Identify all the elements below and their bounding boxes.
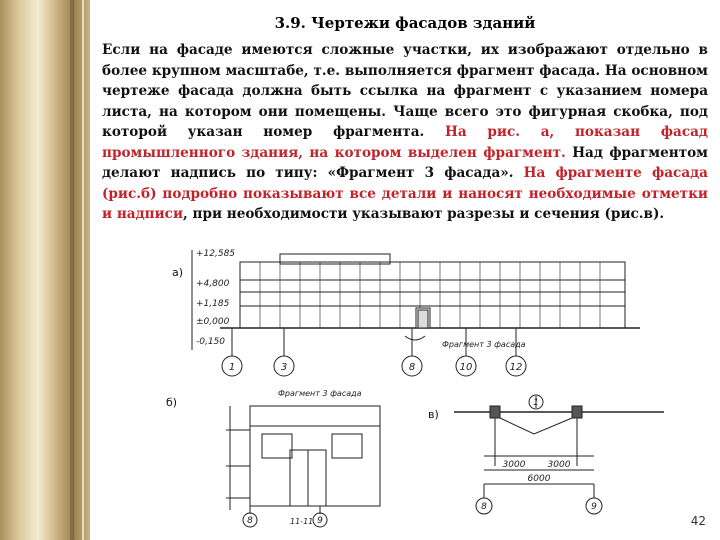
para-seg-4: На фрагменте фасада (рис.б) подробно показывают все детали и наносят необходимые отметки и надписи <box>102 165 708 222</box>
body-paragraph <box>102 40 708 225</box>
axis-3: 3 <box>280 362 288 373</box>
elev-1: +12,585 <box>196 249 236 259</box>
elev-5: -0,150 <box>196 337 226 347</box>
dim-1: 3000 <box>502 460 526 470</box>
axis-b-9: 9 <box>317 516 323 526</box>
elev-3: +1,185 <box>196 299 230 309</box>
para-seg-1: Если на фасаде имеются сложные участки, их изображают отдельно в более крупном масштабе, т.е. выполняется фрагмент фасада. На основном чертеже фасада должна быть ссылка на фрагмент с указанием номера листа, на котором они помещены. Чаще всего это фигурная скобка, под которой указан номер фрагмента. <box>102 42 708 140</box>
frame-highlight <box>82 0 84 540</box>
elev-2: +4,800 <box>196 279 230 289</box>
elev-4: ±0,000 <box>196 317 230 327</box>
axis-12: 12 <box>509 362 523 373</box>
dim-2: 3000 <box>547 460 571 470</box>
axis-b-8: 8 <box>247 516 253 526</box>
figure-b-fragment <box>220 386 410 528</box>
axis-c-1: 1 <box>533 398 539 408</box>
fragment-header: Фрагмент 3 фасада <box>278 389 362 398</box>
dim-3: 6000 <box>527 474 551 484</box>
axis-c-9: 9 <box>591 502 597 512</box>
page-number: 42 <box>690 514 706 528</box>
decorative-frame <box>0 0 90 540</box>
section-mark: 11-11 <box>290 517 314 526</box>
axis-c-8: 8 <box>481 502 487 512</box>
frame-stripe <box>70 0 74 540</box>
figure-c-label: в) <box>428 408 439 421</box>
para-seg-5: , при необходимости указывают разрезы и сечения (рис.в). <box>183 206 665 222</box>
axis-8: 8 <box>408 362 416 373</box>
fragment-note: Фрагмент 3 фасада <box>442 340 526 349</box>
page-title: 3.9. Чертежи фасадов зданий <box>274 14 536 32</box>
figure-a-facade <box>180 244 650 380</box>
figure-c-section <box>454 394 664 520</box>
figure-a-label: а) <box>172 266 184 279</box>
figure-b-label: б) <box>166 396 178 409</box>
para-seg-3: Над фрагментом делают надпись по типу: «Фрагмент 3 фасада». <box>102 144 708 181</box>
axis-1: 1 <box>228 362 236 373</box>
axis-10: 10 <box>459 362 473 373</box>
para-seg-2: На рис. а, показан фасад промышленного здания, на котором выделен фрагмент. <box>102 124 708 161</box>
